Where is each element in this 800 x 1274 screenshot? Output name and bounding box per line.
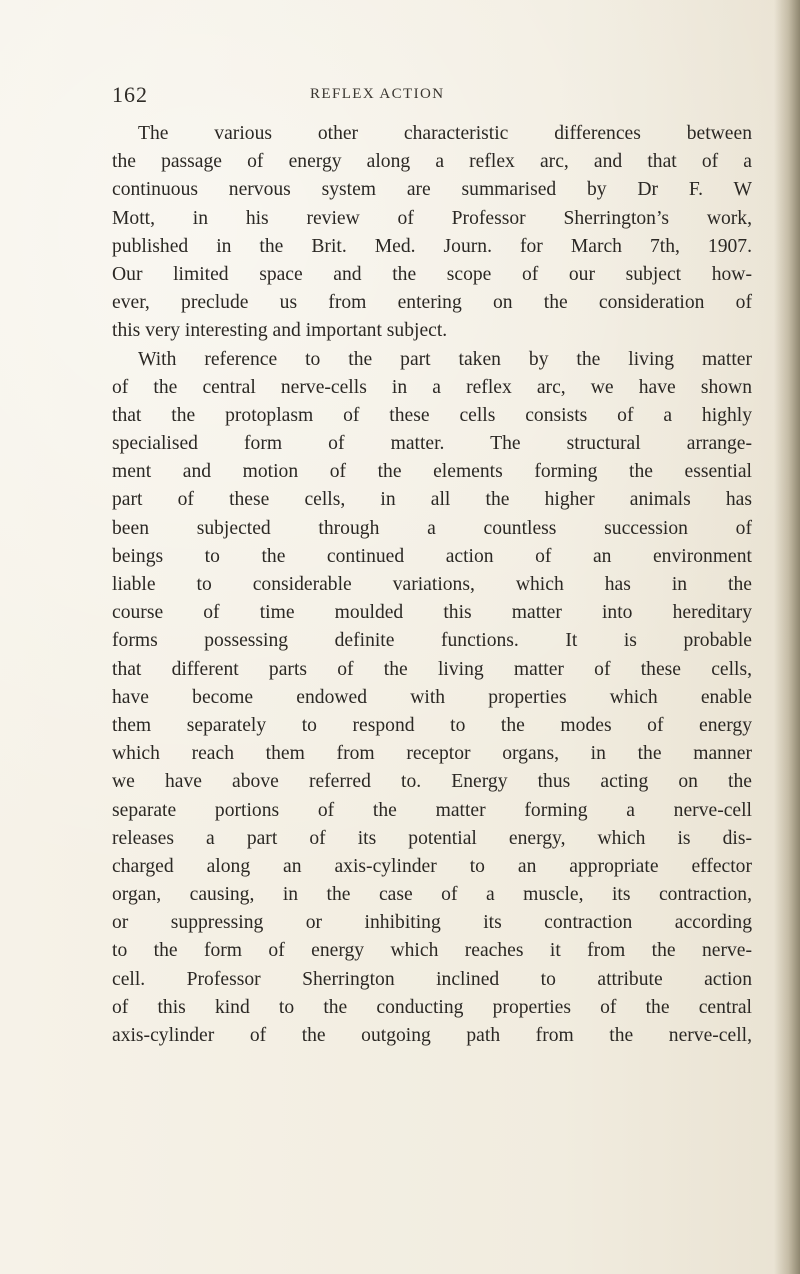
page-edge-shadow bbox=[774, 0, 800, 1274]
text-line: the passage of energy along a reflex arc, and that of a bbox=[112, 151, 752, 173]
text-line: part of these cells, in all the higher animals has bbox=[112, 489, 752, 511]
text-line: which reach them from receptor organs, in the manner bbox=[112, 743, 752, 765]
text-line: that the protoplasm of these cells consists of a highly bbox=[112, 404, 752, 426]
text-line: have become endowed with properties which enable bbox=[112, 686, 752, 708]
text-line: ment and motion of the elements forming the essential bbox=[112, 461, 752, 483]
text-line: we have above referred to. Energy thus acting on the bbox=[112, 771, 752, 793]
running-title: REFLEX ACTION bbox=[310, 86, 445, 102]
body-text bbox=[112, 120, 752, 1050]
text-line: of the central nerve-cells in a reflex arc, we have shown bbox=[112, 376, 752, 398]
text-line: this very interesting and important subject. bbox=[112, 320, 448, 342]
text-line: that different parts of the living matter of these cells, bbox=[112, 658, 752, 680]
text-line: liable to considerable variations, which has in the bbox=[112, 574, 752, 595]
text-line: charged along an axis-cylinder to an appropriate effector bbox=[112, 855, 752, 877]
text-line: With reference to the part taken by the living matter bbox=[138, 348, 752, 370]
text-line: cell. Professor Sherrington inclined to attribute action bbox=[112, 968, 752, 990]
text-line: specialised form of matter. The structural arrange- bbox=[112, 433, 752, 455]
page-number: 162 bbox=[112, 82, 148, 107]
text-line: releases a part of its potential energy, which is dis- bbox=[112, 827, 752, 849]
text-line: them separately to respond to the modes of energy bbox=[112, 714, 752, 736]
text-line: The various other characteristic differences between bbox=[138, 123, 752, 144]
text-line: of this kind to the conducting properties of the central bbox=[112, 996, 752, 1018]
text-line: been subjected through a countless succession of bbox=[112, 517, 752, 539]
text-line: to the form of energy which reaches it from the nerve- bbox=[112, 940, 752, 962]
text-line: Our limited space and the scope of our subject how- bbox=[112, 263, 752, 285]
text-line: or suppressing or inhibiting its contraction according bbox=[112, 912, 752, 934]
text-line: separate portions of the matter forming a nerve-cell bbox=[112, 799, 752, 821]
text-line: Mott, in his review of Professor Sherrington’s work, bbox=[112, 207, 752, 229]
text-line: organ, causing, in the case of a muscle, its contraction, bbox=[112, 884, 752, 906]
text-line: published in the Brit. Med. Journ. for March 7th, 1907. bbox=[112, 235, 752, 257]
text-line: course of time moulded this matter into hereditary bbox=[112, 602, 752, 624]
text-line: continuous nervous system are summarised by Dr F. W bbox=[112, 179, 752, 201]
text-line: axis-cylinder of the outgoing path from the nerve-cell, bbox=[112, 1025, 752, 1046]
text-line: forms possessing definite functions. It is probable bbox=[112, 630, 752, 652]
text-line: beings to the continued action of an environment bbox=[112, 545, 752, 567]
text-line: ever, preclude us from entering on the consideration of bbox=[112, 292, 752, 314]
